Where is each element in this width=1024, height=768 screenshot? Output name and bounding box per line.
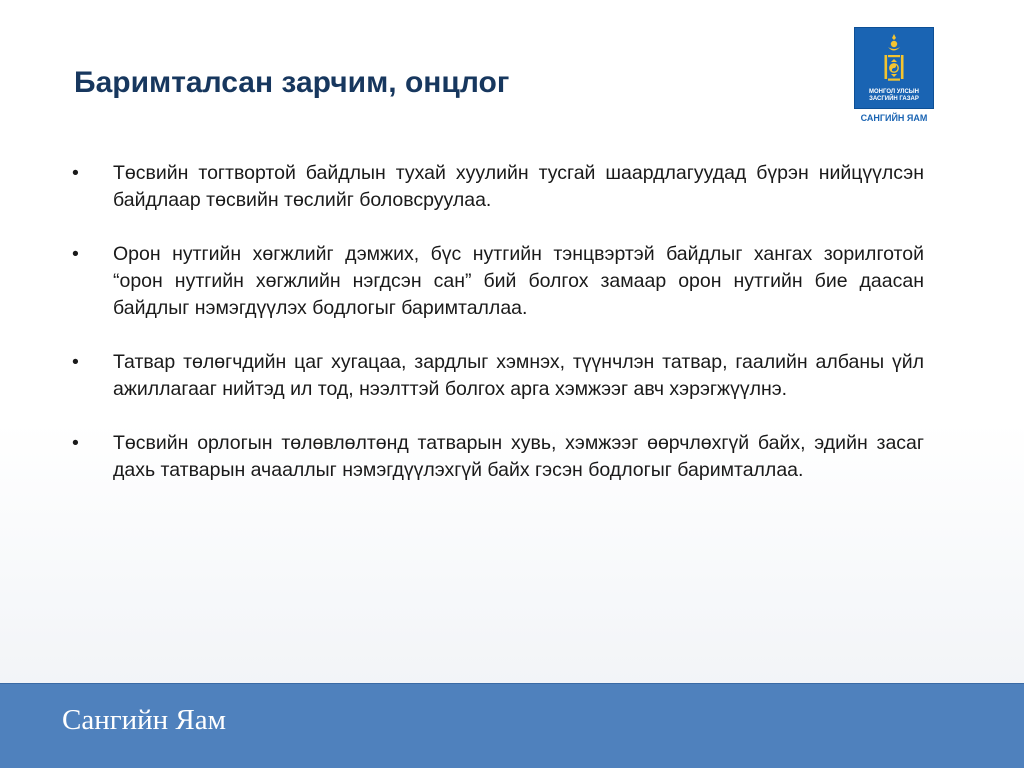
ministry-label: САНГИЙН ЯАМ [860,113,928,123]
bullet-text: Төсвийн тогтвортой байдлын тухай хуулийн тусгай шаардлагуудад бүрэн нийцүүлсэн байдлаар төсвийн төслийг боловсруулаа. [113,162,924,211]
logo-caption-line2: ЗАСГИЙН ГАЗАР [869,96,919,102]
bullet-item [72,241,924,322]
bullet-text: Төсвийн орлогын төлөвлөлтөнд татварын хувь, хэмжээг өөрчлөхгүй байх, эдийн засаг дахь татварын ачааллыг нэмэгдүүлэхгүй байх гэсэн бодлогыг баримталлаа. [113,432,924,481]
bullet-list [72,160,924,511]
slide-title: Баримталсан зарчим, онцлог [74,66,510,99]
bullet-marker: • [72,162,79,184]
footer-bar [0,683,1024,768]
bullet-marker: • [72,432,79,454]
bullet-text: Татвар төлөгчдийн цаг хугацаа, зардлыг хэмнэх, түүнчлэн татвар, гаалийн албаны үйл ажиллагааг нийтэд ил тод, нээлттэй болгох арга хэмжээг авч хэрэгжүүлнэ. [113,351,924,400]
bullet-marker: • [72,351,79,373]
bullet-item [72,160,924,214]
soyombo-emblem-icon [855,28,933,88]
bullet-marker: • [72,243,79,265]
bullet-text: Орон нутгийн хөгжлийг дэмжих, бүс нутгийн тэнцвэртэй байдлыг хангах зорилготой “орон нутгийн хөгжлийн нэгдсэн сан” бий болгох замаар орон нутгийн бие даасан байдлыг нэмэгдүүлэх бодлогыг баримталлаа. [113,243,924,319]
footer-title: Сангийн Яам [62,704,227,736]
bullet-item [72,430,924,484]
government-logo [854,27,934,109]
bullet-item [72,349,924,403]
logo-caption-line1: МОНГОЛ УЛСЫН [869,89,919,95]
